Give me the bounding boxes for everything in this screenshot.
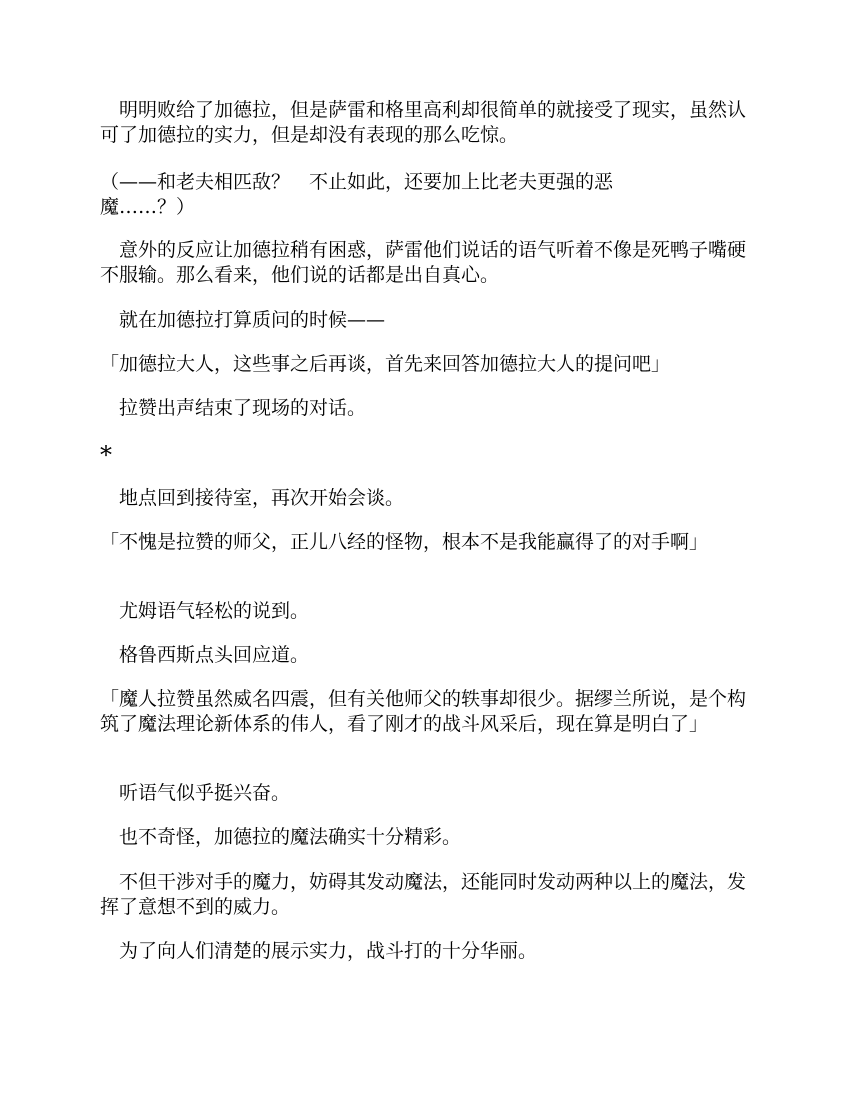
paragraph: 拉赞出声结束了现场的对话。 [100, 397, 367, 419]
paragraph: 格鲁西斯点头回应道。 [100, 644, 310, 666]
paragraph: 「不愧是拉赞的师父，正儿八经的怪物，根本不是我能赢得了的对手啊」 [100, 531, 709, 553]
paragraph: 就在加德拉打算质问的时候—— [100, 309, 386, 331]
paragraph: 意外的反应让加德拉稍有困惑，萨雷他们说话的语气听着不像是死鸭子嘴硬不服输。那么看来，他们说的话都是出自真心。 [100, 239, 747, 286]
paragraph: 为了向人们清楚的展示实力，战斗打的十分华丽。 [100, 940, 538, 962]
paragraph: 明明败给了加德拉，但是萨雷和格里高利却很简单的就接受了现实，虽然认可了加德拉的实力，但是却没有表现的那么吃惊。 [100, 99, 747, 146]
scene-break-asterisk: * [100, 441, 112, 469]
paragraph: 也不奇怪，加德拉的魔法确实十分精彩。 [100, 826, 462, 848]
paragraph: 地点回到接待室，再次开始会谈。 [100, 487, 405, 509]
paragraph: （——和老夫相匹敌？ 不止如此，还要加上比老夫更强的恶魔……？） [100, 171, 614, 218]
paragraph: 不但干涉对手的魔力，妨碍其发动魔法，还能同时发动两种以上的魔法，发挥了意想不到的威力。 [100, 871, 747, 918]
paragraph: 听语气似乎挺兴奋。 [100, 782, 291, 804]
paragraph: 尤姆语气轻松的说到。 [100, 600, 310, 622]
paragraph: 「加德拉大人，这些事之后再谈，首先来回答加德拉大人的提问吧」 [100, 353, 671, 375]
paragraph: 「魔人拉赞虽然威名四震，但有关他师父的轶事却很少。据缪兰所说，是个构筑了魔法理论新体系的伟人，看了刚才的战斗风采后，现在算是明白了」 [100, 688, 747, 735]
